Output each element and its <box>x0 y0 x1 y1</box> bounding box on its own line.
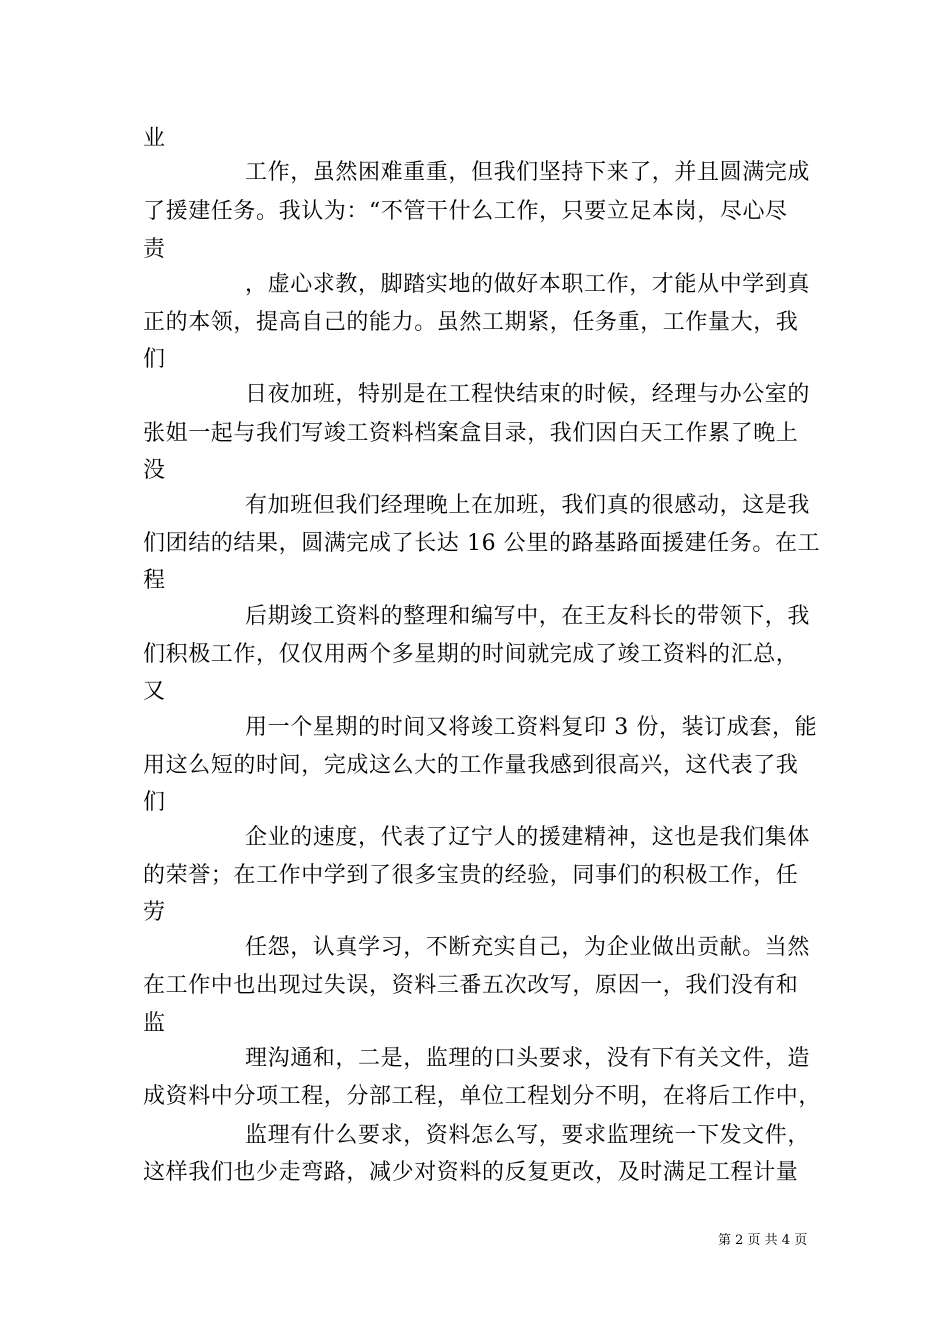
text-line: 业 <box>143 126 166 151</box>
text-line: 的荣誉；在工作中学到了很多宝贵的经验，同事们的积极工作，任 <box>143 863 799 888</box>
text-line: 了援建任务。我认为：“不管干什么工作，只要立足本岗，尽心尽 <box>143 199 788 224</box>
text-line: 又 <box>143 679 166 704</box>
text-line: 日夜加班，特别是在工程快结束的时候，经理与办公室的 <box>245 382 811 407</box>
text-line: 企业的速度，代表了辽宁人的援建精神，这也是我们集体 <box>245 825 811 850</box>
text-line: 们 <box>143 347 166 372</box>
text-line: 后期竣工资料的整理和编写中，在王友科长的带领下，我 <box>245 604 811 629</box>
text-line: 责 <box>143 237 166 262</box>
text-line: 用一个星期的时间又将竣工资料复印 3 份，装订成套，能 <box>245 715 818 740</box>
text-line: 程 <box>143 568 166 593</box>
text-line: 理沟通和，二是，监理的口头要求，没有下有关文件，造 <box>245 1046 811 1071</box>
text-line: 们积极工作，仅仅用两个多星期的时间就完成了竣工资料的汇总， <box>143 642 799 667</box>
text-line: 张姐一起与我们写竣工资料档案盒目录，我们因白天工作累了晚上 <box>143 421 799 446</box>
text-line: 工作，虽然困难重重，但我们坚持下来了，并且圆满完成 <box>245 160 811 185</box>
text-line: 有加班但我们经理晚上在加班，我们真的很感动，这是我 <box>245 493 811 518</box>
text-line: 正的本领，提高自己的能力。虽然工期紧，任务重，工作量大，我 <box>143 310 799 335</box>
text-line: 劳 <box>143 900 166 925</box>
text-line: ，虚心求教，脚踏实地的做好本职工作，才能从中学到真 <box>245 272 811 297</box>
text-line: 用这么短的时间，完成这么大的工作量我感到很高兴，这代表了我 <box>143 753 799 778</box>
text-line: 没 <box>143 458 166 483</box>
text-line: 监理有什么要求，资料怎么写，要求监理统一下发文件， <box>245 1123 811 1148</box>
text-line: 们团结的结果，圆满完成了长达 16 公里的路基路面援建任务。在工 <box>143 531 821 556</box>
text-line: 在工作中也出现过失误，资料三番五次改写，原因一，我们没有和 <box>143 973 799 998</box>
page-number-footer: 第 2 页 共 4 页 <box>718 1233 808 1248</box>
text-line: 们 <box>143 790 166 815</box>
text-line: 成资料中分项工程，分部工程，单位工程划分不明，在将后工作中， <box>143 1084 822 1109</box>
text-line: 监 <box>143 1011 166 1036</box>
text-line: 任怨，认真学习，不断充实自己，为企业做出贡献。当然 <box>245 935 811 960</box>
text-line: 这样我们也少走弯路，减少对资料的反复更改，及时满足工程计量 <box>143 1160 799 1185</box>
